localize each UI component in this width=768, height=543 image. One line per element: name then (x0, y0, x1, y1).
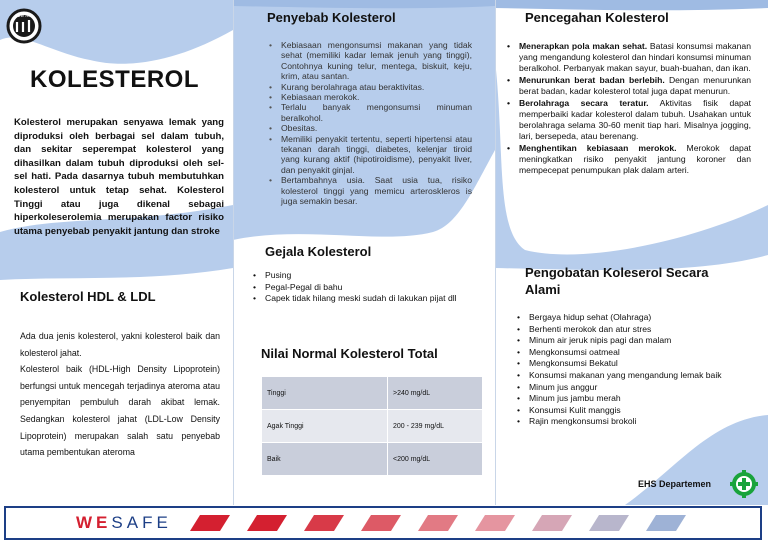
pengobatan-item: • Mengkonsumsi oatmeal (515, 347, 765, 359)
hdl-paragraph-2: Kolesterol baik (HDL-High Density Lipoprotein) berfungsi untuk mencegah terjadinya ateroma atau penyempitan pembuluh darah akibat lemak. Sedangkan kolesterol jahat (LDL-Low Density Lipoprotein) merupakan salah satu penyebab utama pembentukan ateroma (20, 364, 220, 458)
pencegahan-item (505, 41, 751, 74)
hdl-ldl-title: Kolesterol HDL & LDL (20, 289, 156, 304)
brand-safe: SAFE (111, 513, 172, 532)
pencegahan-list (505, 41, 751, 177)
hazard-stripe (304, 515, 344, 531)
nilai-label: Baik (262, 443, 388, 476)
penyebab-item: • Kurang berolahraga atau beraktivitas. (267, 82, 472, 92)
pengobatan-item: • Konsumsi makanan yang mengandung lemak baik (515, 370, 765, 382)
penyebab-item: • Kebiasaan merokok. (267, 92, 472, 102)
hdl-ldl-body (20, 328, 220, 461)
penyebab-title: Penyebab Kolesterol (267, 10, 396, 25)
pengobatan-item: • Minum jus jambu merah (515, 393, 765, 405)
pencegahan-lead: Menerapkan pola makan sehat. (519, 41, 648, 51)
right-panel (495, 0, 768, 505)
company-logo (6, 8, 42, 44)
penyebab-item: • Memiliki penyakit tertentu, seperti hipertensi atau tekanan darah tinggi, diabetes, kelenjar tiroid yang kurang aktif (hipotiroidisme), penyakit liver, dan penyakit ginjal. (267, 134, 472, 176)
nilai-title: Nilai Normal Kolesterol Total (261, 346, 438, 361)
hazard-stripe (646, 515, 686, 531)
wesafe-brand (76, 513, 172, 533)
pengobatan-list (515, 312, 765, 428)
pencegahan-lead: Menurunkan berat badan berlebih. (519, 75, 665, 85)
pencegahan-item (505, 98, 751, 142)
footer-banner (4, 506, 762, 540)
pengobatan-item: • Mengkonsumsi Bekatul (515, 358, 765, 370)
pengobatan-item: • Konsumsi Kulit manggis (515, 405, 765, 417)
hazard-stripe (589, 515, 629, 531)
penyebab-list (267, 40, 472, 207)
table-row (262, 377, 483, 410)
gejala-item: • Pegal-Pegal di bahu (251, 282, 466, 294)
logo-text: new m (15, 13, 30, 19)
pencegahan-item (505, 143, 751, 176)
nilai-value: >240 mg/dL (388, 377, 483, 410)
page-title: KOLESTEROL (30, 66, 200, 93)
penyebab-item: • Terlalu banyak mengonsumsi minuman beralkohol. (267, 102, 472, 123)
hdl-paragraph-1: Ada dua jenis kolesterol, yakni kolesterol baik dan kolesterol jahat. (20, 331, 220, 358)
intro-paragraph: Kolesterol merupakan senyawa lemak yang diproduksi oleh berbagai sel dalam tubuh, dan sekitar seperempat kolesterol yang dihasilkan dalam tubuh diproduksi oleh sel-sel hati. Pada dasarnya tubuh membutuhkan kolesterol untuk tetap sehat. Kolesterol Tinggi atau juga dikenal sebagai hiperkoleserolemia merupakan factor risiko utama penyebab penyakit jantung dan stroke (14, 117, 224, 237)
ehs-label: EHS Departemen (638, 479, 712, 489)
pengobatan-item: • Berhenti merokok dan atur stres (515, 324, 765, 336)
pencegahan-lead: Menghentikan kebiasaan merokok. (519, 143, 677, 153)
pencegahan-text: Aktivitas fisik dapat memperbaiki kadar kolesterol dalam tubuh. Usahakan untuk berolahraga selama 30-60 menit tiap hari. Misalnya jogging, lari, bersepeda, atau berenang. (519, 98, 751, 141)
nilai-label: Agak Tinggi (262, 410, 388, 443)
pencegahan-text: Dengan menurunkan berat badan, kadar kolesterol total juga dapat menurun. (519, 75, 751, 96)
pencegahan-item (505, 75, 751, 97)
hazard-stripe (475, 515, 515, 531)
table-row (262, 410, 483, 443)
hazard-stripe (418, 515, 458, 531)
pengobatan-title: Pengobatan Koleserol Secara Alami (525, 265, 709, 297)
nilai-table (261, 376, 483, 476)
pengobatan-item: • Minum jus anggur (515, 382, 765, 394)
hazard-stripes (190, 515, 690, 533)
nilai-label: Tinggi (262, 377, 388, 410)
gejala-title: Gejala Kolesterol (265, 244, 372, 259)
nilai-value: <200 mg/dL (388, 443, 483, 476)
pengobatan-item: • Minum air jeruk nipis pagi dan malam (515, 335, 765, 347)
pencegahan-lead: Berolahraga secara teratur. (519, 98, 649, 108)
middle-panel (233, 0, 495, 505)
gejala-item: • Pusing (251, 270, 466, 282)
pencegahan-title: Pencegahan Kolesterol (525, 10, 669, 25)
penyebab-item: • Obesitas. (267, 123, 472, 133)
penyebab-item: • Bertambahnya usia. Saat usia tua, risiko kolesterol tinggi yang memicu arteroskleros is juga semakin besar. (267, 175, 472, 206)
hazard-stripe (532, 515, 572, 531)
left-panel (0, 0, 233, 505)
pencegahan-text: Batasi konsumsi makanan yang mengandung kolesterol dan hindari konsumsi minuman beralkohol. Perbanyak makan sayur, buah-buahan, dan ikan. (519, 41, 751, 73)
gejala-list (251, 270, 466, 305)
brand-we: WE (76, 513, 112, 532)
hazard-stripe (247, 515, 287, 531)
panel-divider (233, 0, 234, 505)
nilai-value: 200 - 239 mg/dL (388, 410, 483, 443)
table-row (262, 443, 483, 476)
penyebab-item: • Kebiasaan mengonsumsi makanan yang tidak sehat (memiliki kadar lemak jenuh yang tinggi), Contohnya kuning telur, mentega, biskuit, keju, krim, atau santan. (267, 40, 472, 82)
panel-divider (495, 0, 496, 505)
pengobatan-item: • Rajin mengkonsumsi brokoli (515, 416, 765, 428)
hazard-stripe (190, 515, 230, 531)
gejala-item: • Capek tidak hilang meski sudah di lakukan pijat dll (251, 293, 466, 305)
pencegahan-text: Merokok dapat meningkatkan risiko penyakit jantung koroner dan mempecepat penumpukan plak dalam arteri. (519, 143, 751, 175)
hazard-stripe (361, 515, 401, 531)
pengobatan-item: • Bergaya hidup sehat (Olahraga) (515, 312, 765, 324)
safety-cross-icon (730, 470, 758, 498)
